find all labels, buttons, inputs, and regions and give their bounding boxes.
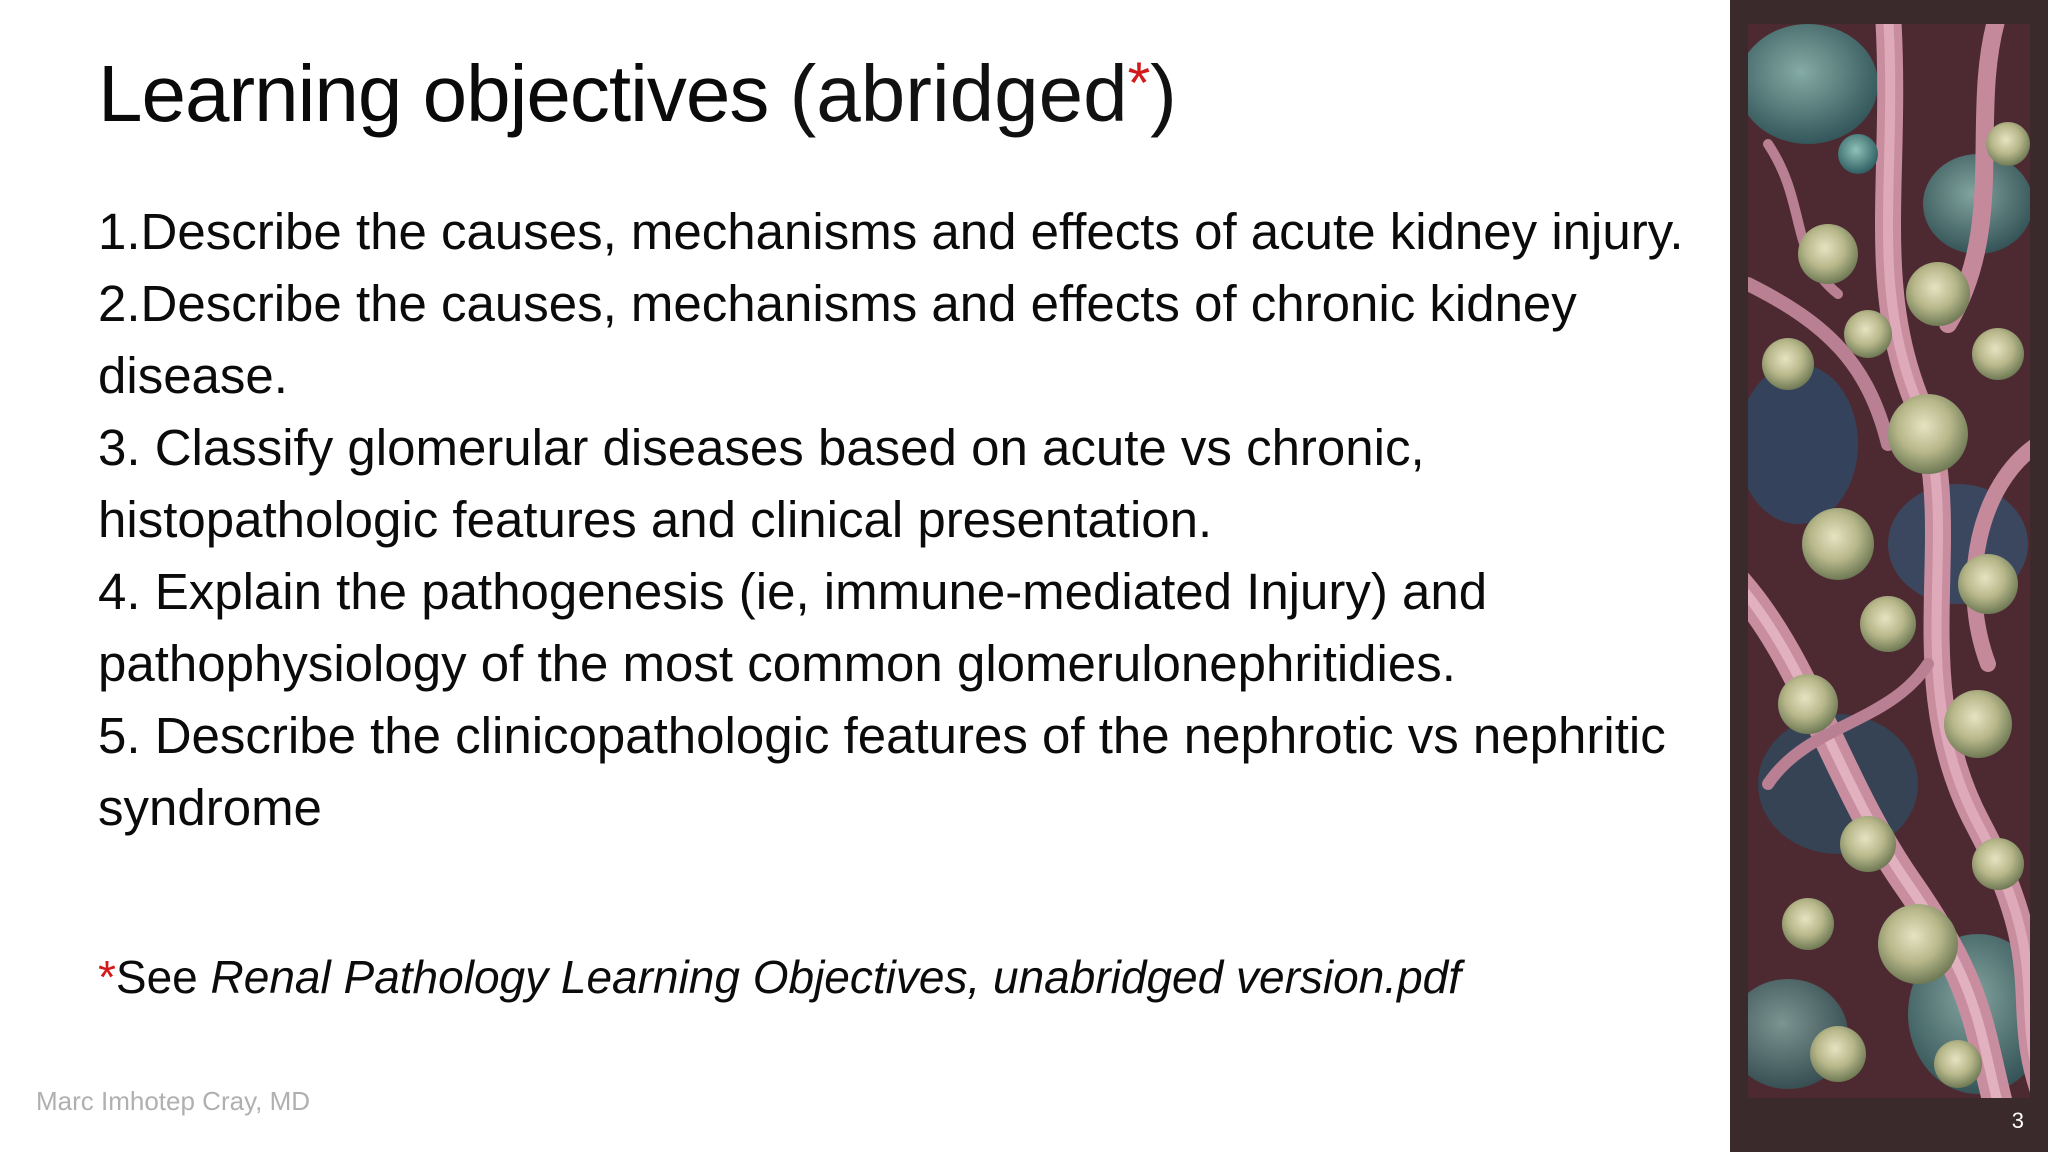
author-credit: Marc Imhotep Cray, MD	[36, 1086, 311, 1116]
title-sub-open: (abridged	[789, 49, 1128, 138]
slide-title	[98, 48, 1177, 140]
objectives-list	[98, 196, 1698, 844]
objective-item: 2.Describe the causes, mechanisms and effects of chronic kidney disease.	[98, 275, 1577, 404]
title-subtitle	[790, 49, 1177, 138]
objective-item: 4. Explain the pathogenesis (ie, immune-mediated Injury) and pathophysiology of the most common glomerulonephritidies.	[98, 563, 1488, 692]
objective-item: 1.Describe the causes, mechanisms and effects of acute kidney injury.	[98, 203, 1684, 260]
title-asterisk: *	[1127, 51, 1151, 116]
title-main: Learning objectives	[98, 49, 769, 138]
footnote-asterisk: *	[98, 951, 116, 1003]
footnote	[98, 950, 1461, 1004]
footnote-see: See	[115, 951, 211, 1003]
objective-item: 5. Describe the clinicopathologic features of the nephrotic vs nephritic syndrome	[98, 707, 1666, 836]
title-sub-close: )	[1150, 49, 1177, 138]
kidney-glomeruli-micrograph-image	[1748, 24, 2030, 1098]
footnote-document-link[interactable]: Renal Pathology Learning Objectives, unabridged version.pdf	[210, 951, 1462, 1003]
objective-item: 3. Classify glomerular diseases based on acute vs chronic, histopathologic features and clinical presentation.	[98, 419, 1425, 548]
sidebar-panel	[1730, 0, 2048, 1152]
page-number: 3	[2011, 1108, 2024, 1133]
